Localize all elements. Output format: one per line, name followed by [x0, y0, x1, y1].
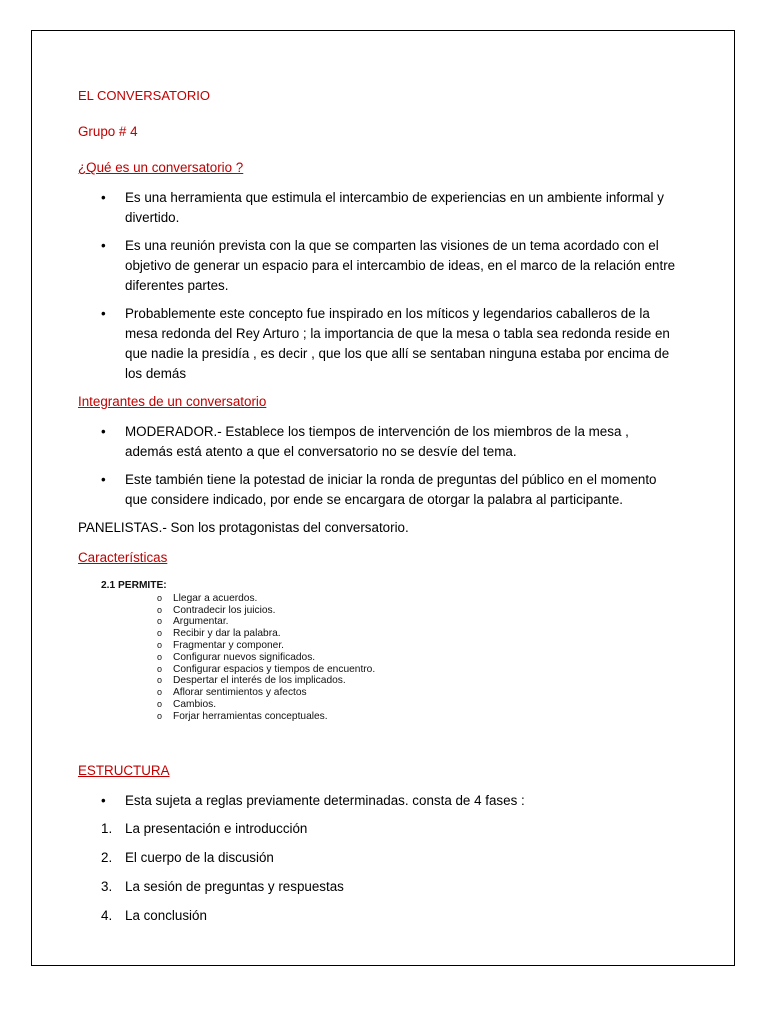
circle-bullet-icon: o — [157, 604, 163, 615]
list-item: • Esta sujeta a reglas previamente determinadas. consta de 4 fases : — [78, 791, 678, 811]
bullet-icon: • — [101, 792, 106, 808]
list-item: o Despertar el interés de los implicados. — [157, 675, 346, 687]
circle-bullet-icon: o — [157, 592, 163, 603]
list-item: 4. La conclusión — [101, 907, 207, 923]
circle-bullet-icon: o — [157, 639, 163, 650]
group-label: Grupo # 4 — [78, 124, 138, 139]
list-item: 2. El cuerpo de la discusión — [101, 849, 274, 865]
section-heading-integrantes: Integrantes de un conversatorio — [78, 394, 267, 409]
circle-bullet-icon: o — [157, 628, 163, 639]
circle-bullet-icon: o — [157, 687, 163, 698]
bullet-list-estructura — [78, 791, 678, 811]
panelistas-paragraph: PANELISTAS.- Son los protagonistas del conversatorio. — [78, 520, 409, 535]
document-title: EL CONVERSATORIO — [78, 88, 210, 103]
circle-bullet-icon: o — [157, 663, 163, 674]
list-item: o Recibir y dar la palabra. — [157, 628, 281, 640]
bullet-icon: • — [101, 238, 106, 253]
bullet-icon: • — [101, 472, 106, 487]
list-item: o Forjar herramientas conceptuales. — [157, 710, 328, 722]
circle-bullet-icon: o — [157, 710, 163, 721]
list-item: 1. La presentación e introducción — [101, 820, 308, 836]
list-item: • Es una reunión prevista con la que se comparten las visiones de un tema acordado con el objetivo de generar un espacio para el intercambio de ideas, en el marco de la relación entre diferentes partes. — [101, 238, 676, 293]
permite-list-image — [101, 580, 678, 723]
bullet-list-que-es — [78, 188, 678, 384]
list-item: o Configurar espacios y tiempos de encuentro. — [157, 663, 376, 675]
bullet-list-integrantes — [78, 422, 678, 510]
section-heading-que-es: ¿Qué es un conversatorio ? — [78, 160, 244, 175]
list-item: o Cambios. — [157, 698, 217, 710]
bullet-icon: • — [101, 306, 106, 321]
list-item: o Configurar nuevos significados. — [157, 651, 316, 663]
bullet-icon: • — [101, 190, 106, 205]
section-heading-estructura: ESTRUCTURA — [78, 762, 170, 778]
list-item: o Argumentar. — [157, 616, 229, 628]
list-item: o Llegar a acuerdos. — [157, 592, 258, 604]
section-heading-caracteristicas: Características — [78, 550, 168, 565]
circle-bullet-icon: o — [157, 616, 163, 627]
document-body — [78, 86, 678, 935]
bullet-icon: • — [101, 424, 106, 439]
list-item: • Este también tiene la potestad de iniciar la ronda de preguntas del público en el momento que considere indicado, por ende se encargara de otorgar la palabra al participante. — [101, 472, 657, 507]
circle-bullet-icon: o — [157, 675, 163, 686]
list-item: • MODERADOR.- Establece los tiempos de intervención de los miembros de la mesa , además está atento a que el conversatorio no se desvíe del tema. — [101, 424, 629, 459]
list-item: o Contradecir los juicios. — [157, 604, 276, 616]
circle-bullet-icon: o — [157, 651, 163, 662]
list-item: • Es una herramienta que estimula el intercambio de experiencias en un ambiente informal y divertido. — [101, 190, 664, 225]
circle-bullet-icon: o — [157, 698, 163, 709]
list-item: o Fragmentar y componer. — [157, 639, 284, 651]
permite-title: 2.1 PERMITE: — [101, 580, 167, 591]
list-item: o Aflorar sentimientos y afectos — [157, 687, 307, 699]
phases-list — [78, 819, 678, 926]
list-item: • Probablemente este concepto fue inspirado en los míticos y legendarios caballeros de la mesa redonda del Rey Arturo ; la importancia de que la mesa o tabla sea redonda reside en que nadie la presidía , es decir , que los que allí se sentaban ninguna estaba por encima de los demás — [101, 306, 670, 381]
list-item: 3. La sesión de preguntas y respuestas — [101, 878, 344, 894]
